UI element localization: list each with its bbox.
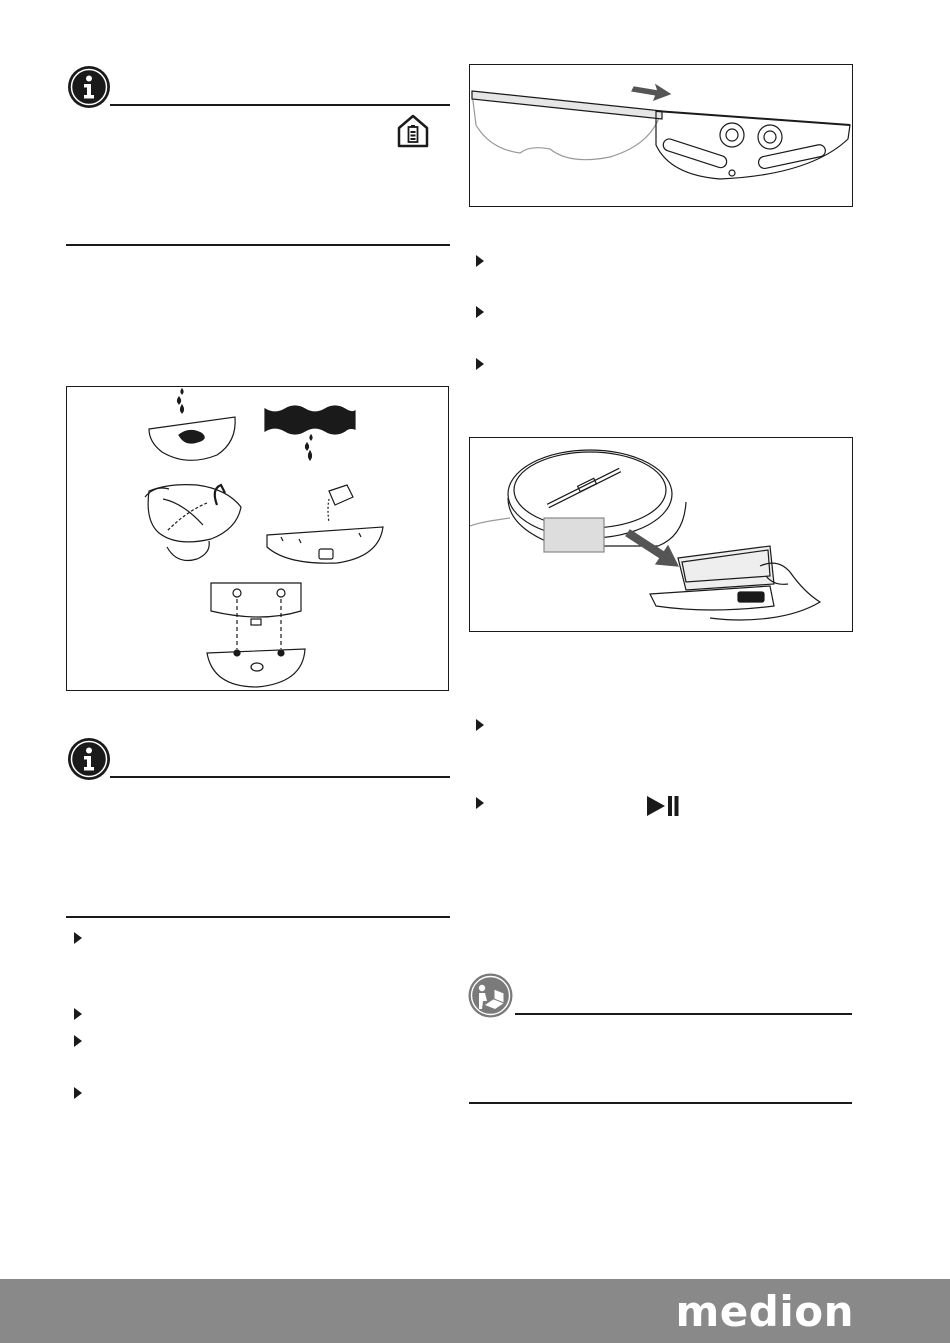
note-divider-bottom: [469, 1102, 852, 1104]
read-manual-icon: [468, 973, 513, 1018]
arrow-bullet-icon: [476, 306, 484, 318]
note-divider-top: [110, 104, 450, 106]
footer-bar: [0, 1279, 950, 1343]
note-divider-top: [515, 1013, 852, 1015]
info-icon: [67, 737, 111, 781]
arrow-bullet-icon: [74, 1008, 82, 1020]
mop-pad-attach-figure: [469, 64, 853, 207]
arrow-bullet-icon: [476, 797, 484, 809]
note-divider-top: [110, 776, 450, 778]
arrow-bullet-icon: [476, 358, 484, 370]
water-tank-cleaning-figure: [66, 386, 449, 691]
note-divider-bottom: [66, 244, 450, 246]
tank-insert-figure: [469, 437, 853, 632]
brand-logo: medion: [675, 1287, 854, 1336]
battery-home-icon: [396, 113, 430, 149]
arrow-bullet-icon: [476, 719, 484, 731]
info-icon: [67, 65, 111, 109]
arrow-bullet-icon: [74, 1035, 82, 1047]
note-divider-bottom: [66, 916, 450, 918]
arrow-bullet-icon: [74, 932, 82, 944]
play-pause-icon: [645, 794, 679, 818]
arrow-bullet-icon: [476, 255, 484, 267]
arrow-bullet-icon: [74, 1087, 82, 1099]
